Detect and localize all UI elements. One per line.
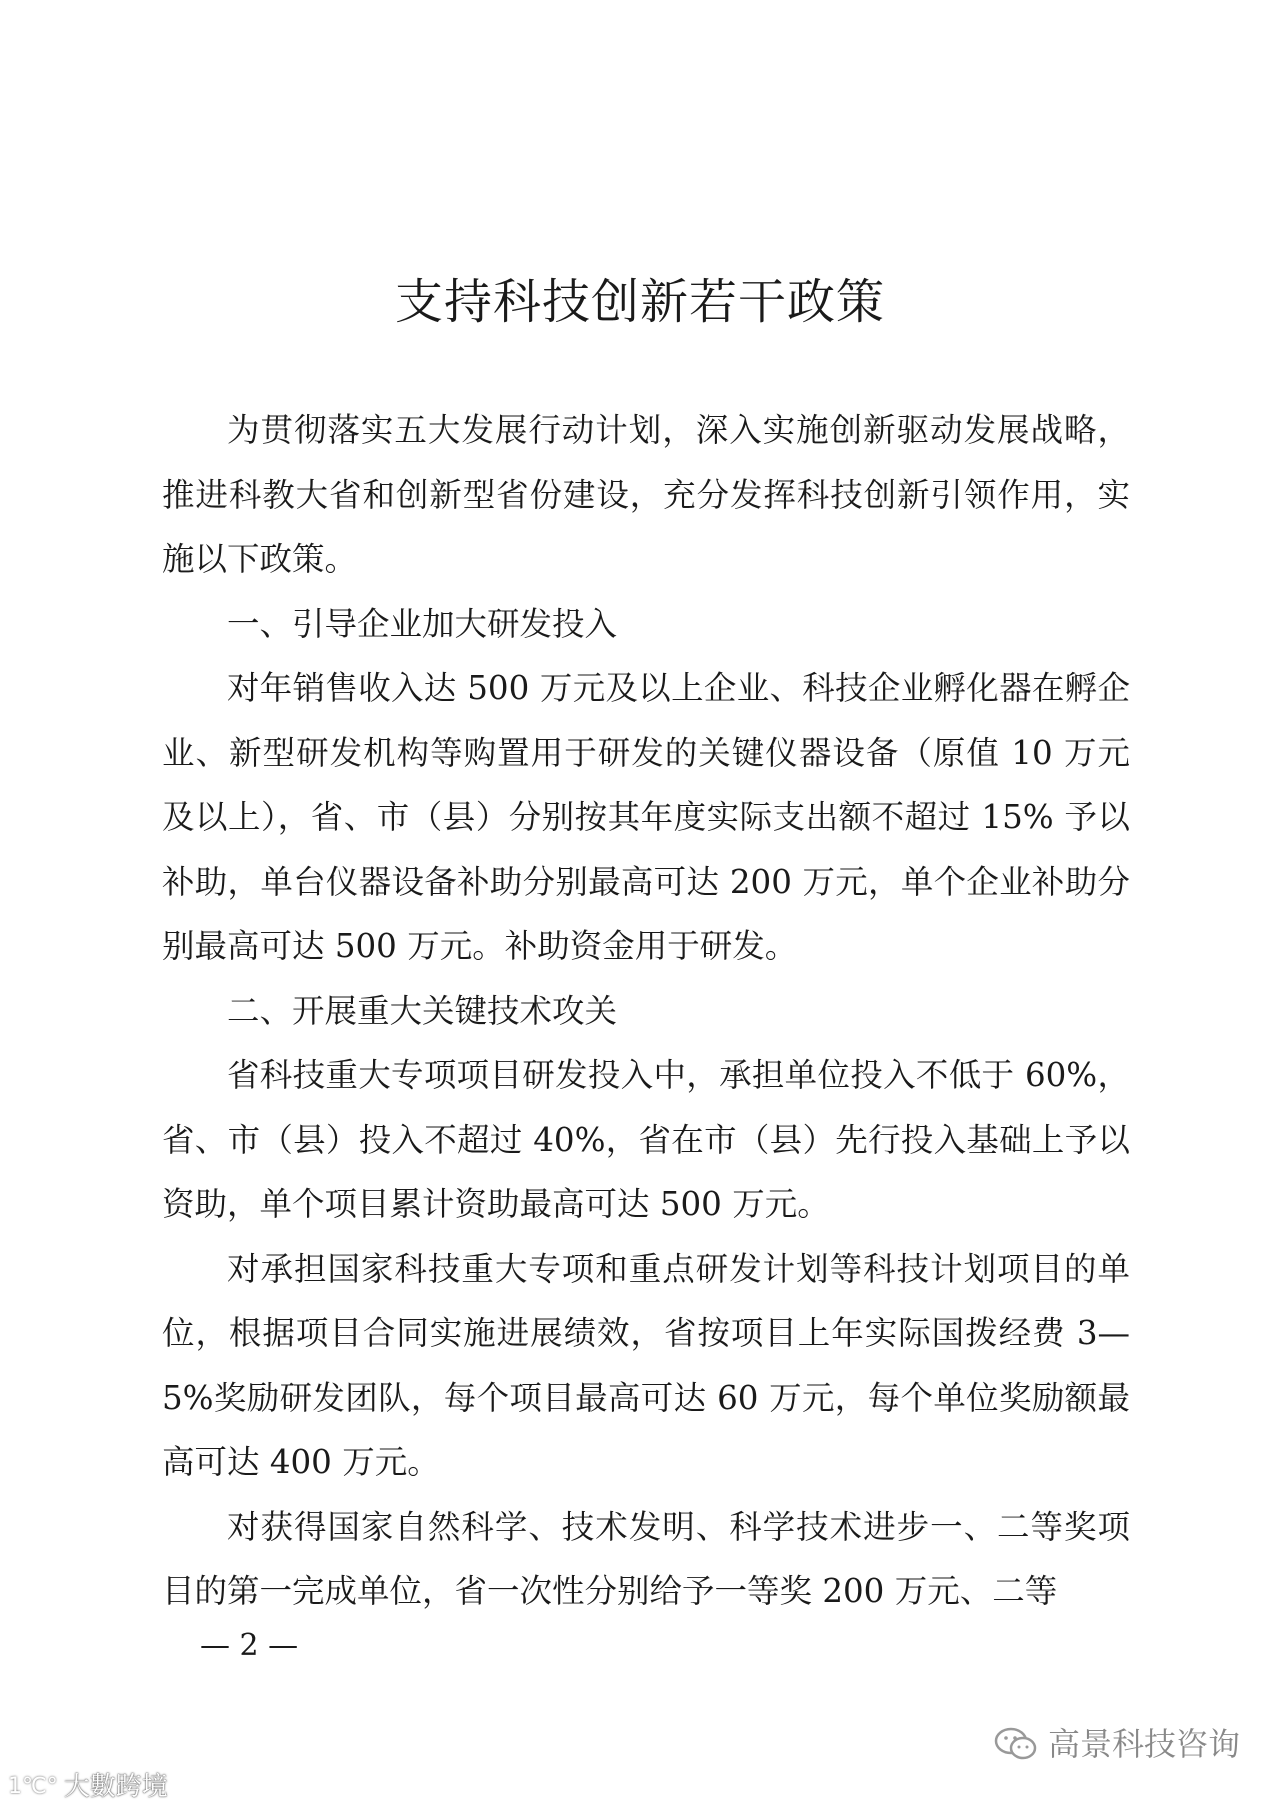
intro-paragraph: 为贯彻落实五大发展行动计划，深入实施创新驱动发展战略，推进科教大省和创新型省份建设，充分发挥科技创新引领作用，实施以下政策。 bbox=[162, 411, 1130, 578]
section-2-paragraph-2: 对承担国家科技重大专项和重点研发计划等科技计划项目的单位，根据项目合同实施进展绩效，省按项目上年实际国拨经费 3—5%奖励研发团队，每个项目最高可达 60 万元，每个单位奖励额最高可达 400 万元。 bbox=[162, 1249, 1130, 1481]
section-heading-1: 一、引导企业加大研发投入 bbox=[227, 604, 618, 643]
watermark-left bbox=[8, 1770, 168, 1804]
wechat-icon bbox=[994, 1726, 1038, 1762]
section-2-paragraph-1: 省科技重大专项项目研发投入中，承担单位投入不低于 60%，省、市（县）投入不超过 40%，省在市（县）先行投入基础上予以资助，单个项目累计资助最高可达 500 万元。 bbox=[162, 1056, 1130, 1223]
watermark-right bbox=[994, 1722, 1240, 1766]
watermark-right-text: 高景科技咨询 bbox=[1047, 1725, 1240, 1763]
watermark-left-text: 大數跨境 bbox=[63, 1772, 168, 1802]
document-title: 支持科技创新若干政策 bbox=[394, 274, 885, 330]
document-body bbox=[162, 398, 1130, 1624]
watermark-logo: 1℃° bbox=[8, 1774, 58, 1799]
section-2-paragraph-3: 对获得国家自然科学、技术发明、科学技术进步一、二等奖项目的第一完成单位，省一次性分别给予一等奖 200 万元、二等 bbox=[162, 1507, 1130, 1610]
page-number: — 2 — bbox=[200, 1628, 299, 1663]
section-heading-2: 二、开展重大关键技术攻关 bbox=[227, 991, 618, 1030]
section-1-paragraph: 对年销售收入达 500 万元及以上企业、科技企业孵化器在孵企业、新型研发机构等购置用于研发的关键仪器设备（原值 10 万元及以上），省、市（县）分别按其年度实际支出额不超过 15% 予以补助，单台仪器设备补助分别最高可达 200 万元，单个企业补助分别最高可达 500 万元。补助资金用于研发。 bbox=[162, 669, 1130, 965]
